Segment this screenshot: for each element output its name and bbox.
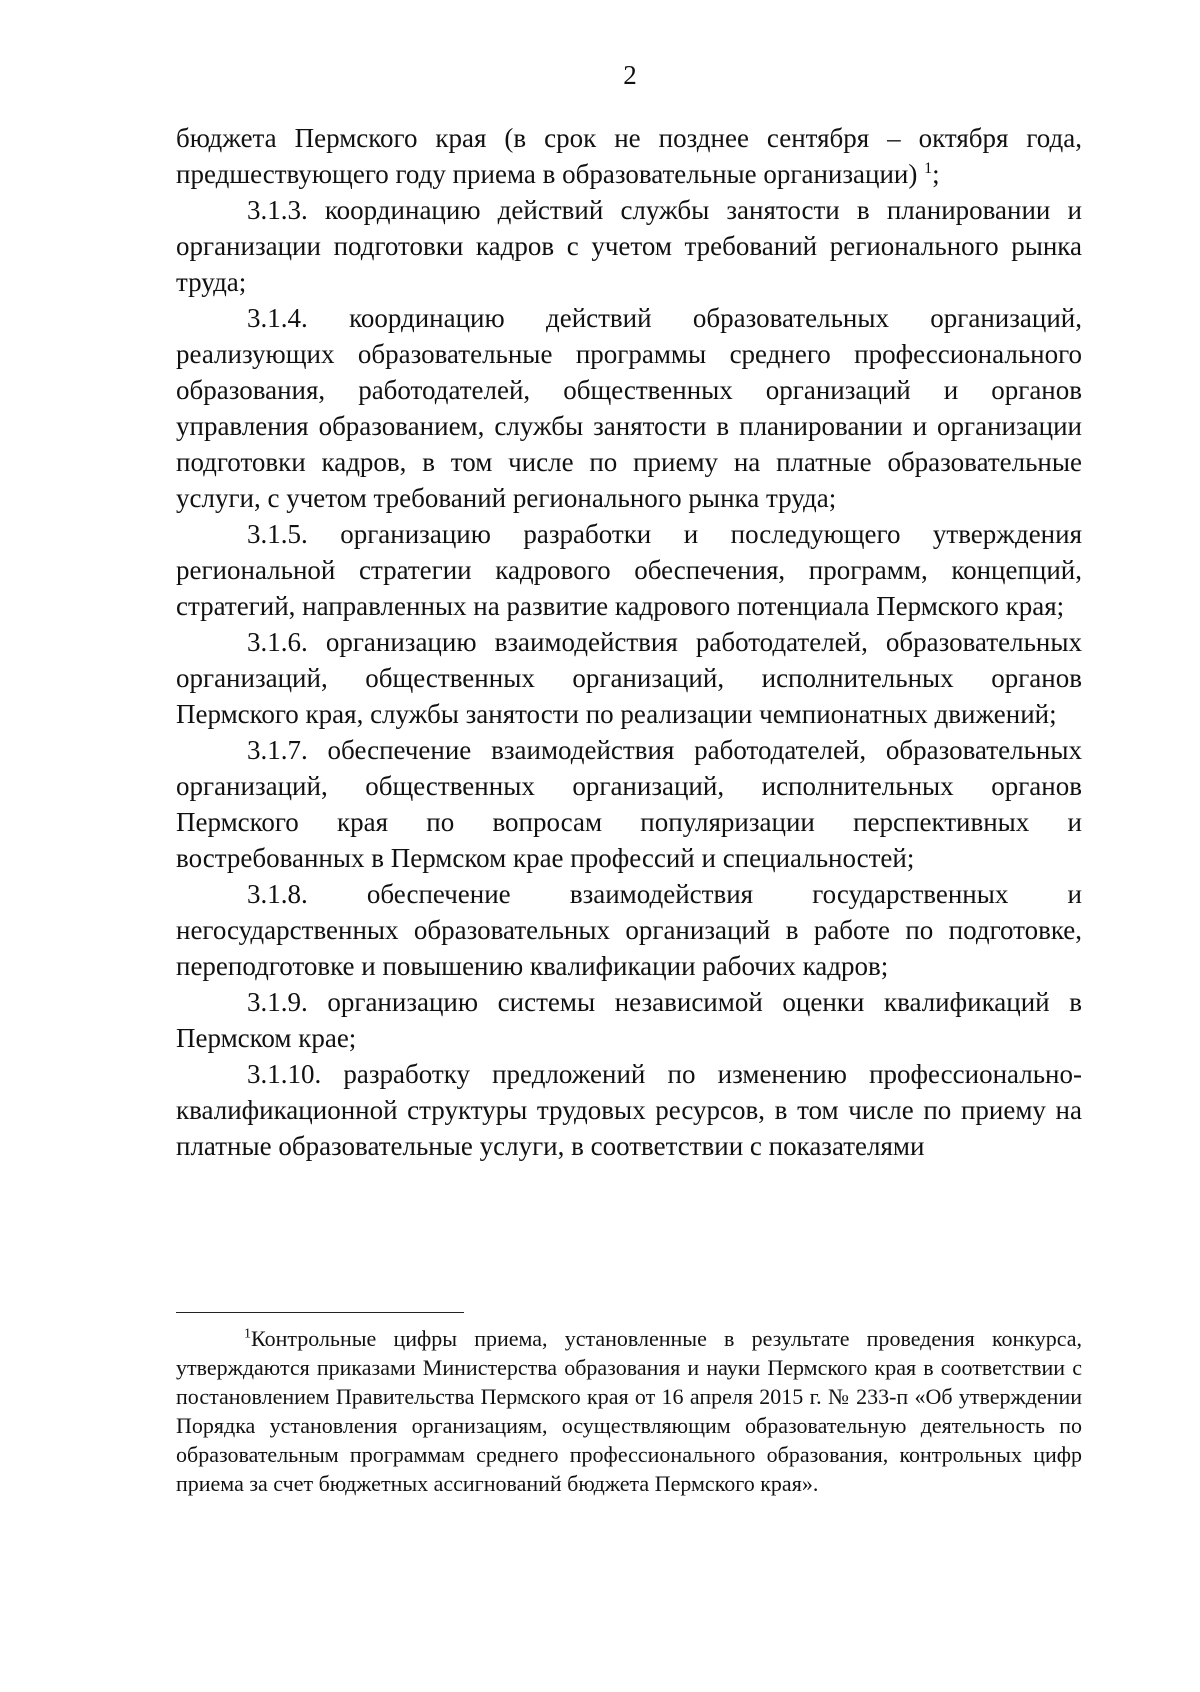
intro-paragraph xyxy=(176,120,1082,192)
footnote-separator xyxy=(176,1312,464,1313)
document-body xyxy=(176,120,1082,1164)
paragraph-3-1-6: 3.1.6. организацию взаимодействия работодателей, образовательных организаций, общественных организаций, исполнительных органов Пермского края, службы занятости по реализации чемпионатных движений; xyxy=(176,627,1082,729)
footnote xyxy=(176,1324,1082,1498)
paragraph-3-1-7: 3.1.7. обеспечение взаимодействия работодателей, образовательных организаций, общественных организаций, исполнительных органов Пермского края по вопросам популяризации перспективных и востребованных в Пермском крае профессий и специальностей; xyxy=(176,735,1082,873)
page-number: 2 xyxy=(623,60,637,90)
footnote-mark: 1 xyxy=(244,1326,251,1342)
intro-tail: ; xyxy=(932,159,940,189)
paragraph-3-1-9: 3.1.9. организацию системы независимой оценки квалификаций в Пермском крае; xyxy=(176,987,1082,1053)
paragraph-3-1-8: 3.1.8. обеспечение взаимодействия государственных и негосударственных образовательных организаций в работе по подготовке, переподготовке и повышению квалификации рабочих кадров; xyxy=(176,879,1082,981)
paragraph-3-1-5: 3.1.5. организацию разработки и последующего утверждения региональной стратегии кадрового обеспечения, программ, концепций, стратегий, направленных на развитие кадрового потенциала Пермского края; xyxy=(176,519,1082,621)
paragraph-3-1-10: 3.1.10. разработку предложений по изменению профессионально-квалификационной структуры трудовых ресурсов, в том числе по приему на платные образовательные услуги, в соответствии с показателями xyxy=(176,1059,1082,1161)
paragraph-3-1-4: 3.1.4. координацию действий образовательных организаций, реализующих образовательные программы среднего профессионального образования, работодателей, общественных организаций и органов управления образованием, службы занятости в планировании и организации подготовки кадров, в том числе по приему на платные образовательные услуги, с учетом требований регионального рынка труда; xyxy=(176,303,1082,513)
footnote-text: Контрольные цифры приема, установленные в результате проведения конкурса, утверждаются приказами Министерства образования и науки Пермского края в соответствии с постановлением Правительства Пермского края от 16 апреля 2015 г. № 233-п «Об утверждении Порядка установления организациям, осуществляющим образовательную деятельность по образовательным программам среднего профессионального образования, контрольных цифр приема за счет бюджетных ассигнований бюджета Пермского края». xyxy=(176,1326,1082,1496)
footnote-reference[interactable]: 1 xyxy=(924,160,933,177)
paragraph-3-1-3: 3.1.3. координацию действий службы занятости в планировании и организации подготовки кадров с учетом требований регионального рынка труда; xyxy=(176,195,1082,297)
intro-text: бюджета Пермского края (в срок не позднее сентября – октября года, предшествующего году приема в образовательные организации) xyxy=(176,123,1082,189)
